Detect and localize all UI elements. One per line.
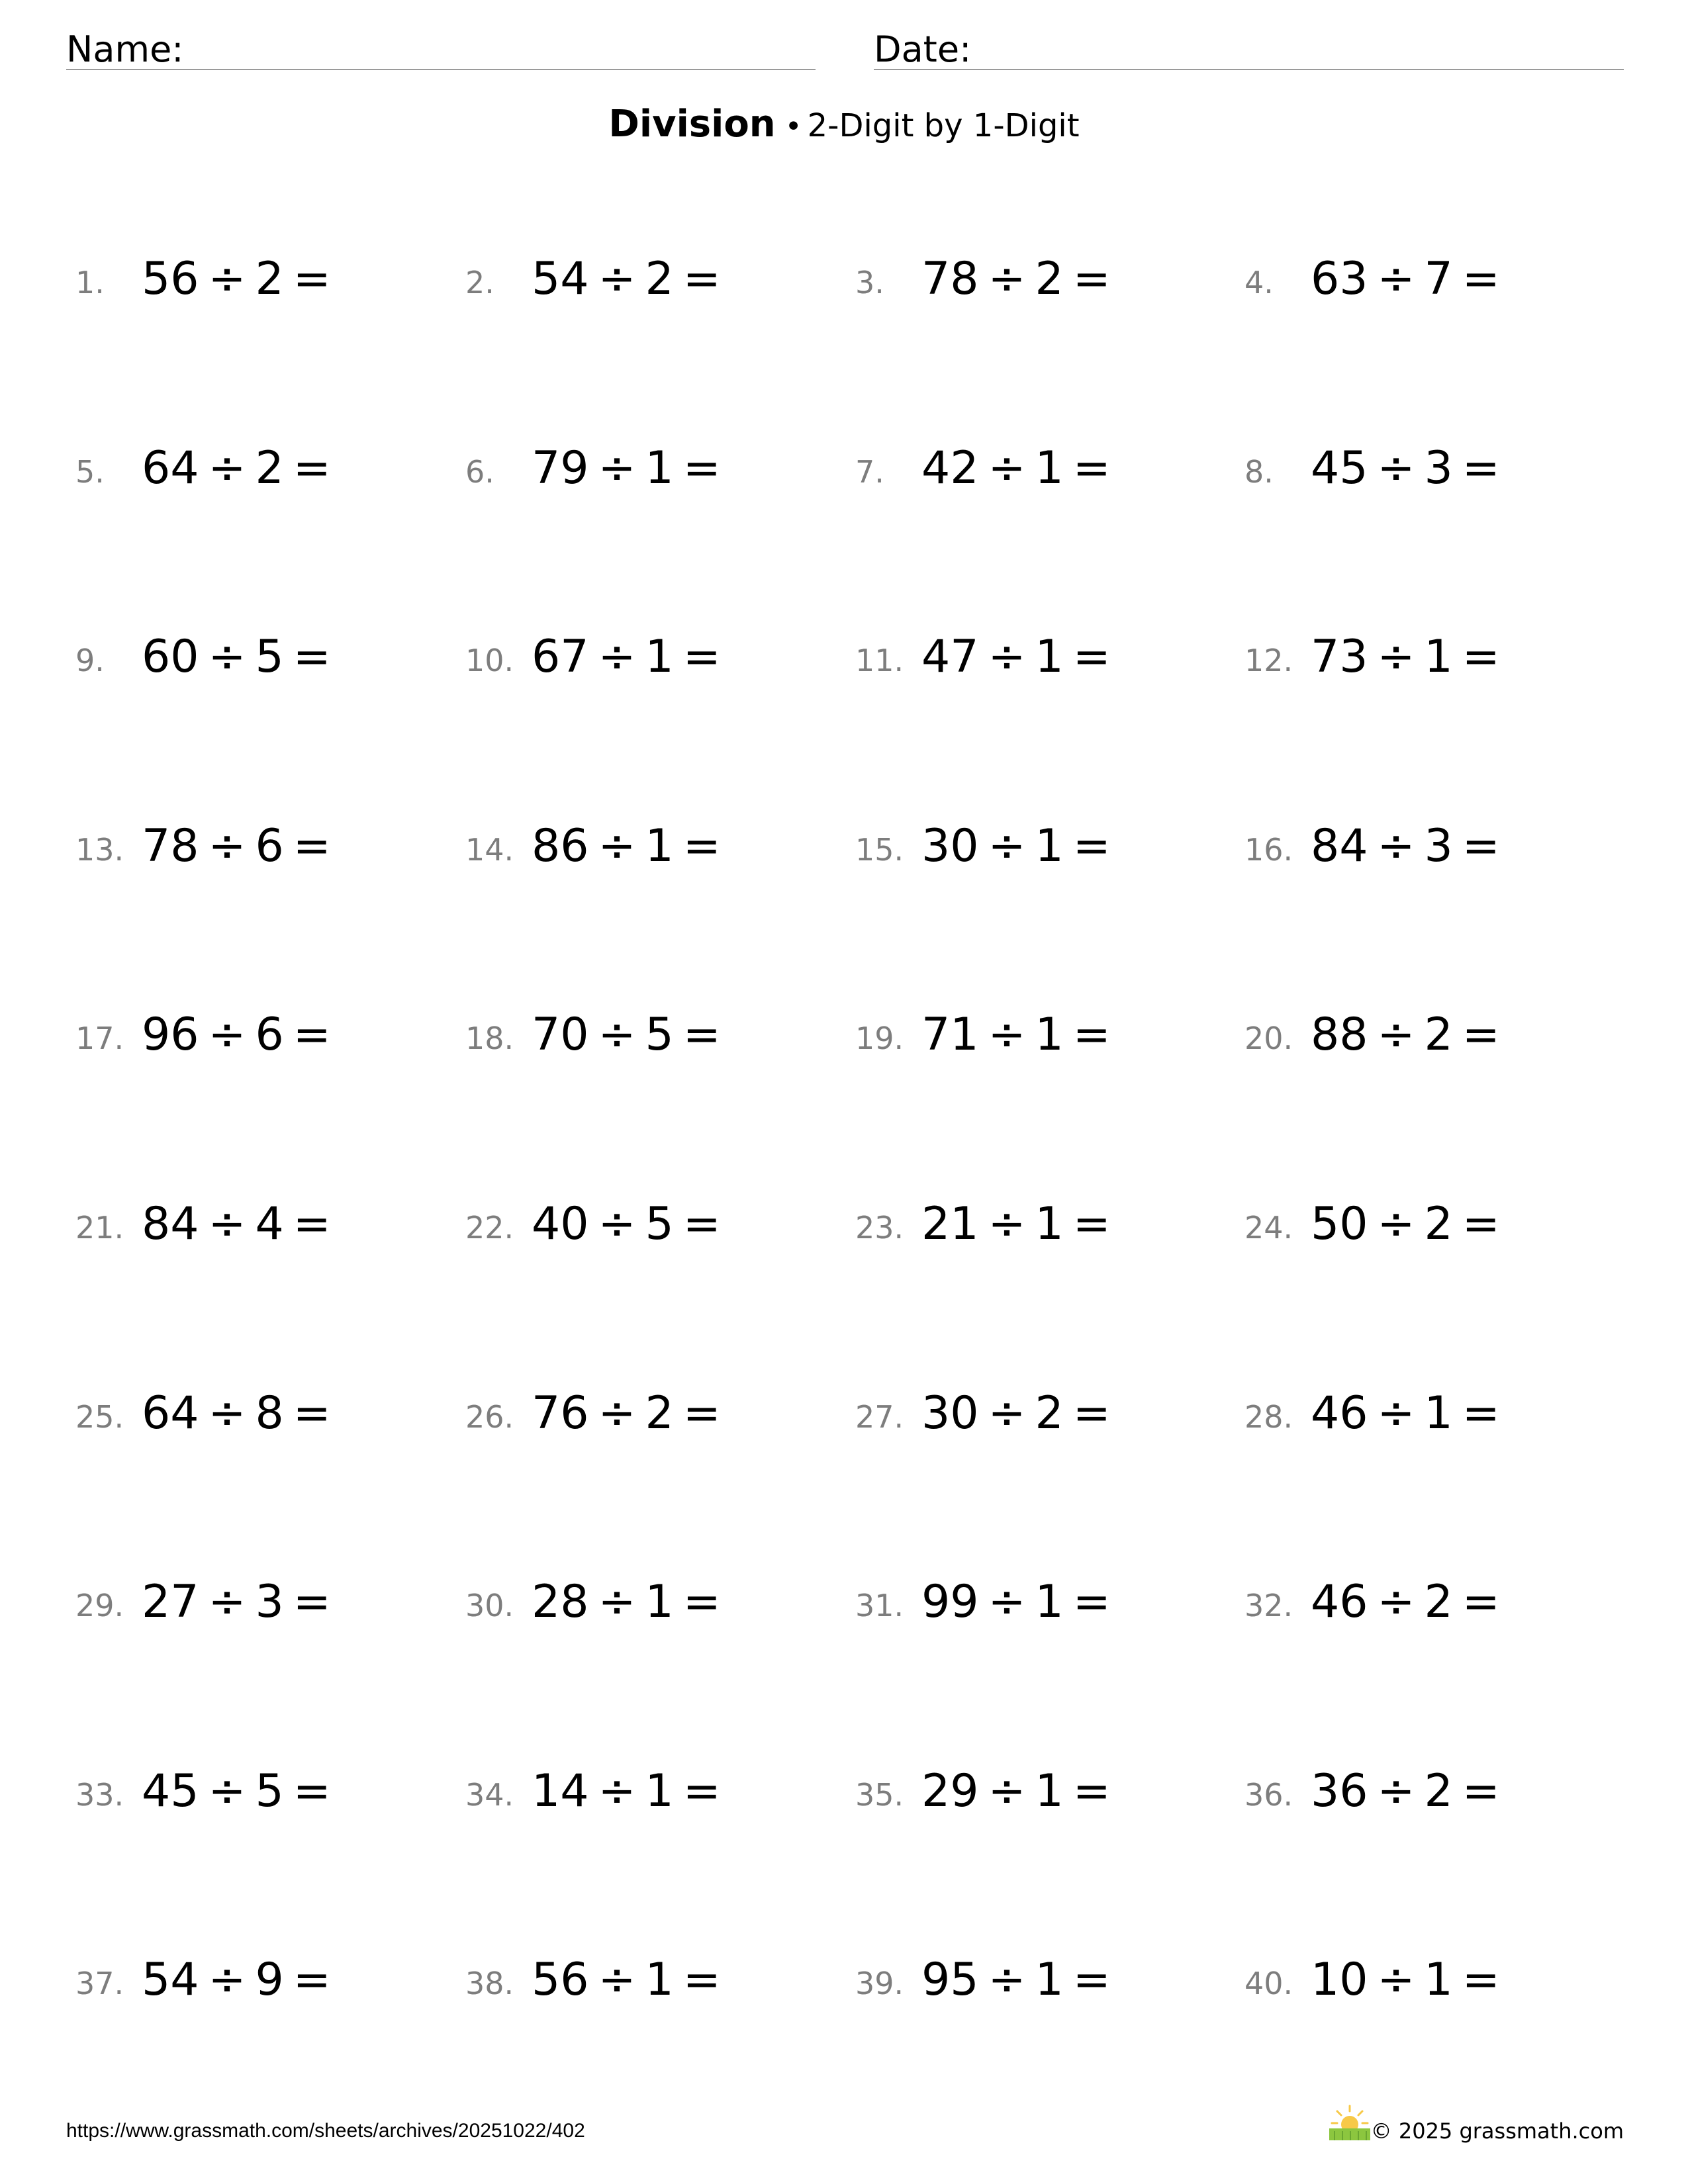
problem-item xyxy=(1244,1765,1615,1825)
division-sign: ÷ xyxy=(988,253,1026,305)
division-sign: ÷ xyxy=(598,441,636,494)
divisor: 9 xyxy=(255,1954,284,2007)
problem-number: 19. xyxy=(855,1021,904,1057)
problem-number: 26. xyxy=(465,1398,514,1435)
division-sign: ÷ xyxy=(988,1009,1026,1062)
divisor: 6 xyxy=(255,819,284,872)
division-sign: ÷ xyxy=(988,631,1026,684)
problem-item xyxy=(465,253,836,312)
problem-item xyxy=(75,631,446,690)
problem-expression xyxy=(142,1387,340,1439)
problem-expression xyxy=(921,441,1120,494)
equals-sign: = xyxy=(293,1387,331,1439)
equals-sign: = xyxy=(682,441,721,494)
division-sign: ÷ xyxy=(598,631,636,684)
problem-item xyxy=(855,253,1226,312)
grass-sun-logo-icon xyxy=(1328,2105,1372,2142)
divisor: 1 xyxy=(645,1576,674,1629)
dividend: 54 xyxy=(532,253,589,305)
equals-sign: = xyxy=(1072,1764,1111,1817)
divisor: 1 xyxy=(645,1764,674,1817)
divisor: 7 xyxy=(1424,253,1453,305)
problem-number: 14. xyxy=(465,831,514,868)
division-sign: ÷ xyxy=(988,1764,1026,1817)
problem-expression xyxy=(921,1954,1120,2007)
division-sign: ÷ xyxy=(208,631,246,684)
equals-sign: = xyxy=(682,1198,721,1250)
dividend: 64 xyxy=(142,1387,199,1439)
problem-item xyxy=(855,820,1226,880)
problem-number: 39. xyxy=(855,1966,904,2002)
division-sign: ÷ xyxy=(988,819,1026,872)
problem-number: 25. xyxy=(75,1398,124,1435)
equals-sign: = xyxy=(682,1009,721,1062)
problem-number: 21. xyxy=(75,1210,124,1246)
division-sign: ÷ xyxy=(1377,1387,1415,1439)
problem-number: 40. xyxy=(1244,1966,1293,2002)
equals-sign: = xyxy=(1462,819,1500,872)
division-sign: ÷ xyxy=(988,441,1026,494)
problem-item xyxy=(1244,1198,1615,1257)
problem-expression xyxy=(1311,253,1509,305)
dividend: 70 xyxy=(532,1009,589,1062)
equals-sign: = xyxy=(1072,253,1111,305)
divisor: 4 xyxy=(255,1198,284,1250)
problem-expression xyxy=(142,441,340,494)
problem-item xyxy=(855,1009,1226,1068)
problem-number: 23. xyxy=(855,1210,904,1246)
divisor: 2 xyxy=(1035,253,1064,305)
division-sign: ÷ xyxy=(208,253,246,305)
equals-sign: = xyxy=(293,1954,331,2007)
divisor: 2 xyxy=(1035,1387,1064,1439)
equals-sign: = xyxy=(1462,1198,1500,1250)
problem-expression xyxy=(142,253,340,305)
problem-item xyxy=(1244,1954,1615,2013)
divisor: 1 xyxy=(1424,631,1453,684)
problem-item xyxy=(855,1954,1226,2013)
problem-item xyxy=(855,1387,1226,1447)
problem-item xyxy=(465,1765,836,1825)
problem-number: 37. xyxy=(75,1966,124,2002)
division-sign: ÷ xyxy=(208,1387,246,1439)
name-field[interactable] xyxy=(66,24,816,70)
problem-number: 32. xyxy=(1244,1588,1293,1624)
problem-expression xyxy=(1311,441,1509,494)
problem-item xyxy=(855,1576,1226,1635)
problem-expression xyxy=(1311,819,1509,872)
problem-item xyxy=(75,1765,446,1825)
dividend: 76 xyxy=(532,1387,589,1439)
problem-expression xyxy=(921,1387,1120,1439)
division-sign: ÷ xyxy=(598,1764,636,1817)
dividend: 47 xyxy=(921,631,979,684)
problem-number: 7. xyxy=(855,453,884,490)
equals-sign: = xyxy=(1072,1198,1111,1250)
problem-expression xyxy=(1311,1764,1509,1817)
dividend: 29 xyxy=(921,1764,979,1817)
divisor: 1 xyxy=(1424,1954,1453,2007)
name-label: Name: xyxy=(66,28,184,70)
divisor: 1 xyxy=(1035,819,1064,872)
problem-number: 13. xyxy=(75,831,124,868)
dividend: 88 xyxy=(1311,1009,1368,1062)
problem-number: 12. xyxy=(1244,643,1293,679)
division-sign: ÷ xyxy=(208,1198,246,1250)
title-main: Division xyxy=(608,103,776,146)
problem-expression xyxy=(532,1198,730,1250)
equals-sign: = xyxy=(1462,1764,1500,1817)
divisor: 1 xyxy=(645,631,674,684)
problem-item xyxy=(465,631,836,690)
date-label: Date: xyxy=(874,28,972,70)
division-sign: ÷ xyxy=(208,1764,246,1817)
divisor: 6 xyxy=(255,1009,284,1062)
dividend: 10 xyxy=(1311,1954,1368,2007)
divisor: 1 xyxy=(645,1954,674,2007)
problem-number: 2. xyxy=(465,265,494,300)
equals-sign: = xyxy=(682,253,721,305)
problem-item xyxy=(1244,442,1615,502)
problem-number: 20. xyxy=(1244,1021,1293,1057)
dividend: 86 xyxy=(532,819,589,872)
problem-item xyxy=(855,1198,1226,1257)
problem-expression xyxy=(921,631,1120,684)
dividend: 84 xyxy=(142,1198,199,1250)
problem-number: 18. xyxy=(465,1021,514,1057)
equals-sign: = xyxy=(293,819,331,872)
problem-item xyxy=(1244,1387,1615,1447)
dividend: 56 xyxy=(142,253,199,305)
divisor: 2 xyxy=(1424,1764,1453,1817)
dividend: 21 xyxy=(921,1198,979,1250)
problem-number: 15. xyxy=(855,831,904,868)
divisor: 2 xyxy=(645,1387,674,1439)
problem-expression xyxy=(921,819,1120,872)
dividend: 56 xyxy=(532,1954,589,2007)
division-sign: ÷ xyxy=(1377,631,1415,684)
equals-sign: = xyxy=(1462,1009,1500,1062)
problem-expression xyxy=(921,1198,1120,1250)
dividend: 78 xyxy=(142,819,199,872)
dividend: 99 xyxy=(921,1576,979,1629)
equals-sign: = xyxy=(1072,1954,1111,2007)
problem-number: 1. xyxy=(75,265,105,300)
footer-copyright: © 2025 grassmath.com xyxy=(1370,2118,1624,2144)
problem-number: 28. xyxy=(1244,1398,1293,1435)
divisor: 1 xyxy=(1035,441,1064,494)
problem-number: 34. xyxy=(465,1776,514,1813)
problem-expression xyxy=(142,1198,340,1250)
divisor: 2 xyxy=(1424,1576,1453,1629)
problem-expression xyxy=(1311,1198,1509,1250)
dividend: 30 xyxy=(921,1387,979,1439)
dividend: 45 xyxy=(1311,441,1368,494)
problem-item xyxy=(1244,820,1615,880)
equals-sign: = xyxy=(1462,631,1500,684)
footer-url: https://www.grassmath.com/sheets/archives/20251022/402 xyxy=(66,2120,585,2142)
divisor: 1 xyxy=(1035,1954,1064,2007)
problem-item xyxy=(465,442,836,502)
problem-item xyxy=(1244,631,1615,690)
problem-expression xyxy=(532,1387,730,1439)
division-sign: ÷ xyxy=(1377,1954,1415,2007)
dividend: 95 xyxy=(921,1954,979,2007)
division-sign: ÷ xyxy=(208,819,246,872)
problem-expression xyxy=(142,819,340,872)
divisor: 1 xyxy=(1035,631,1064,684)
problem-number: 30. xyxy=(465,1588,514,1624)
problem-expression xyxy=(921,1764,1120,1817)
equals-sign: = xyxy=(682,1764,721,1817)
equals-sign: = xyxy=(682,1576,721,1629)
problem-item xyxy=(75,1387,446,1447)
division-sign: ÷ xyxy=(988,1954,1026,2007)
equals-sign: = xyxy=(1462,1576,1500,1629)
dividend: 96 xyxy=(142,1009,199,1062)
dividend: 30 xyxy=(921,819,979,872)
equals-sign: = xyxy=(293,441,331,494)
dividend: 36 xyxy=(1311,1764,1368,1817)
division-sign: ÷ xyxy=(598,1198,636,1250)
equals-sign: = xyxy=(1072,819,1111,872)
problem-number: 33. xyxy=(75,1776,124,1813)
problem-expression xyxy=(532,1764,730,1817)
dividend: 28 xyxy=(532,1576,589,1629)
problem-number: 16. xyxy=(1244,831,1293,868)
dividend: 79 xyxy=(532,441,589,494)
division-sign: ÷ xyxy=(1377,1198,1415,1250)
problem-number: 17. xyxy=(75,1021,124,1057)
problem-item xyxy=(465,1009,836,1068)
problem-expression xyxy=(142,1576,340,1629)
divisor: 2 xyxy=(255,441,284,494)
dividend: 40 xyxy=(532,1198,589,1250)
division-sign: ÷ xyxy=(1377,1576,1415,1629)
divisor: 1 xyxy=(1035,1576,1064,1629)
problem-number: 38. xyxy=(465,1966,514,2002)
equals-sign: = xyxy=(682,1387,721,1439)
division-sign: ÷ xyxy=(208,1009,246,1062)
problem-expression xyxy=(142,1009,340,1062)
equals-sign: = xyxy=(682,631,721,684)
divisor: 3 xyxy=(255,1576,284,1629)
division-sign: ÷ xyxy=(598,253,636,305)
dividend: 50 xyxy=(1311,1198,1368,1250)
dividend: 63 xyxy=(1311,253,1368,305)
division-sign: ÷ xyxy=(208,1576,246,1629)
problem-item xyxy=(855,442,1226,502)
dividend: 78 xyxy=(921,253,979,305)
dividend: 14 xyxy=(532,1764,589,1817)
problem-number: 29. xyxy=(75,1588,124,1624)
divisor: 2 xyxy=(1424,1198,1453,1250)
problem-item xyxy=(75,1576,446,1635)
dividend: 46 xyxy=(1311,1576,1368,1629)
division-sign: ÷ xyxy=(988,1387,1026,1439)
division-sign: ÷ xyxy=(598,1009,636,1062)
equals-sign: = xyxy=(293,631,331,684)
divisor: 2 xyxy=(255,253,284,305)
problem-expression xyxy=(921,253,1120,305)
division-sign: ÷ xyxy=(1377,819,1415,872)
problem-expression xyxy=(1311,1954,1509,2007)
problem-number: 3. xyxy=(855,265,884,300)
division-sign: ÷ xyxy=(988,1198,1026,1250)
problem-number: 4. xyxy=(1244,265,1274,300)
dividend: 73 xyxy=(1311,631,1368,684)
dividend: 64 xyxy=(142,441,199,494)
problem-item xyxy=(855,631,1226,690)
problem-expression xyxy=(1311,631,1509,684)
equals-sign: = xyxy=(293,1198,331,1250)
problem-number: 9. xyxy=(75,643,105,679)
division-sign: ÷ xyxy=(1377,1009,1415,1062)
problem-number: 22. xyxy=(465,1210,514,1246)
problem-item xyxy=(1244,253,1615,312)
division-sign: ÷ xyxy=(208,441,246,494)
problem-item xyxy=(465,820,836,880)
problem-item xyxy=(75,1954,446,2013)
divisor: 8 xyxy=(255,1387,284,1439)
divisor: 3 xyxy=(1424,819,1453,872)
problem-item xyxy=(465,1198,836,1257)
equals-sign: = xyxy=(1072,1576,1111,1629)
divisor: 5 xyxy=(645,1198,674,1250)
problem-expression xyxy=(921,1009,1120,1062)
dividend: 84 xyxy=(1311,819,1368,872)
worksheet-title xyxy=(0,103,1688,146)
divisor: 3 xyxy=(1424,441,1453,494)
divisor: 1 xyxy=(645,819,674,872)
dividend: 42 xyxy=(921,441,979,494)
problem-item xyxy=(1244,1009,1615,1068)
equals-sign: = xyxy=(293,1764,331,1817)
dividend: 27 xyxy=(142,1576,199,1629)
problem-expression xyxy=(142,1764,340,1817)
division-sign: ÷ xyxy=(598,1387,636,1439)
division-sign: ÷ xyxy=(208,1954,246,2007)
dividend: 46 xyxy=(1311,1387,1368,1439)
problem-number: 5. xyxy=(75,453,105,490)
problem-item xyxy=(75,442,446,502)
equals-sign: = xyxy=(293,1576,331,1629)
problem-number: 24. xyxy=(1244,1210,1293,1246)
problem-item xyxy=(465,1576,836,1635)
division-sign: ÷ xyxy=(988,1576,1026,1629)
problem-item xyxy=(75,1009,446,1068)
equals-sign: = xyxy=(293,1009,331,1062)
divisor: 2 xyxy=(645,253,674,305)
problem-expression xyxy=(1311,1576,1509,1629)
problem-item xyxy=(465,1954,836,2013)
problem-item xyxy=(855,1765,1226,1825)
problem-number: 6. xyxy=(465,453,494,490)
dividend: 45 xyxy=(142,1764,199,1817)
division-sign: ÷ xyxy=(598,1954,636,2007)
equals-sign: = xyxy=(1462,1954,1500,2007)
divisor: 5 xyxy=(645,1009,674,1062)
equals-sign: = xyxy=(293,253,331,305)
dividend: 67 xyxy=(532,631,589,684)
equals-sign: = xyxy=(1072,1387,1111,1439)
problem-expression xyxy=(532,819,730,872)
problem-expression xyxy=(921,1576,1120,1629)
problem-number: 31. xyxy=(855,1588,904,1624)
problem-expression xyxy=(532,441,730,494)
problem-number: 10. xyxy=(465,643,514,679)
problem-expression xyxy=(1311,1009,1509,1062)
divisor: 2 xyxy=(1424,1009,1453,1062)
equals-sign: = xyxy=(682,1954,721,2007)
divisor: 1 xyxy=(1035,1009,1064,1062)
problem-item xyxy=(1244,1576,1615,1635)
dividend: 60 xyxy=(142,631,199,684)
equals-sign: = xyxy=(1072,1009,1111,1062)
division-sign: ÷ xyxy=(598,1576,636,1629)
problem-expression xyxy=(532,253,730,305)
problem-item xyxy=(75,253,446,312)
problem-item xyxy=(465,1387,836,1447)
equals-sign: = xyxy=(1072,631,1111,684)
problem-number: 27. xyxy=(855,1398,904,1435)
divisor: 5 xyxy=(255,631,284,684)
problem-expression xyxy=(532,1576,730,1629)
divisor: 1 xyxy=(1035,1198,1064,1250)
dividend: 54 xyxy=(142,1954,199,2007)
problem-number: 8. xyxy=(1244,453,1274,490)
date-field[interactable] xyxy=(874,24,1624,70)
equals-sign: = xyxy=(1462,1387,1500,1439)
problem-expression xyxy=(142,1954,340,2007)
divisor: 1 xyxy=(645,441,674,494)
divisor: 1 xyxy=(1424,1387,1453,1439)
division-sign: ÷ xyxy=(1377,441,1415,494)
division-sign: ÷ xyxy=(1377,253,1415,305)
equals-sign: = xyxy=(1072,441,1111,494)
dividend: 71 xyxy=(921,1009,979,1062)
problem-expression xyxy=(142,631,340,684)
problem-number: 11. xyxy=(855,643,904,679)
equals-sign: = xyxy=(1462,441,1500,494)
title-separator: • xyxy=(784,110,802,144)
divisor: 5 xyxy=(255,1764,284,1817)
equals-sign: = xyxy=(682,819,721,872)
equals-sign: = xyxy=(1462,253,1500,305)
problem-item xyxy=(75,1198,446,1257)
division-sign: ÷ xyxy=(598,819,636,872)
division-sign: ÷ xyxy=(1377,1764,1415,1817)
problem-expression xyxy=(1311,1387,1509,1439)
problem-expression xyxy=(532,631,730,684)
divisor: 1 xyxy=(1035,1764,1064,1817)
problem-number: 36. xyxy=(1244,1776,1293,1813)
problem-item xyxy=(75,820,446,880)
title-subtitle: 2-Digit by 1-Digit xyxy=(807,107,1080,144)
problem-expression xyxy=(532,1009,730,1062)
problem-expression xyxy=(532,1954,730,2007)
problem-number: 35. xyxy=(855,1776,904,1813)
